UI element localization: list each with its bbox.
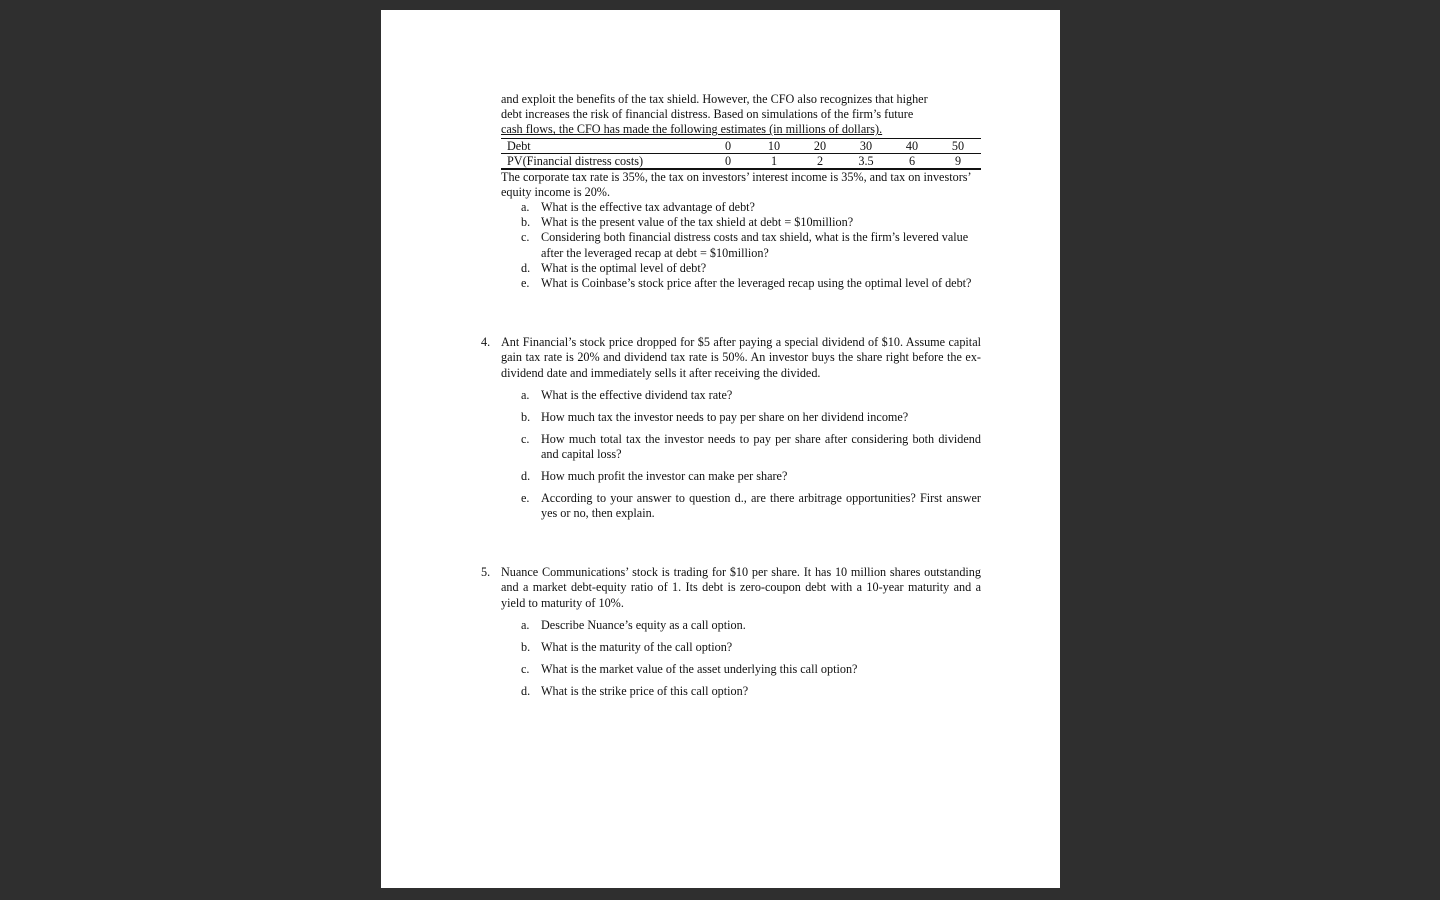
- item-label: a.: [521, 200, 530, 215]
- intro-line-3: cash flows, the CFO has made the following estimates (in millions of dollars).: [501, 122, 883, 137]
- item-label: e.: [521, 276, 530, 291]
- item-label: a.: [521, 617, 530, 632]
- item-text: Describe Nuance’s equity as a call option.: [541, 617, 746, 632]
- intro-line-1: and exploit the benefits of the tax shield. However, the CFO also recognizes that higher: [501, 92, 928, 106]
- list-item: [501, 469, 981, 484]
- table-cell: 20: [797, 138, 843, 153]
- table-cell: 30: [843, 138, 889, 153]
- page-content: [481, 92, 981, 699]
- table-cell: 3.5: [858, 153, 874, 168]
- item-text: How much total tax the investor needs to pay per share after considering both dividend and capital loss?: [541, 431, 981, 461]
- table-cell: 0: [724, 153, 732, 168]
- item-label: b.: [521, 215, 531, 230]
- list-item: [501, 261, 981, 276]
- document-page: [381, 10, 1060, 888]
- list-item: [501, 230, 981, 260]
- table-cell: 50: [935, 138, 981, 153]
- list-item: [501, 432, 981, 462]
- list-item: [501, 215, 981, 230]
- item-text: What is the market value of the asset underlying this call option?: [541, 661, 858, 676]
- estimates-table: [501, 138, 981, 170]
- item-label: a.: [521, 387, 530, 402]
- table-cell: 9: [954, 153, 962, 168]
- item-text: How much profit the investor can make per share?: [541, 468, 788, 483]
- table-cell: 40: [889, 138, 935, 153]
- question-number: 4.: [481, 335, 491, 350]
- item-text: According to your answer to question d., are there arbitrage opportunities? First answer yes or no, then explain.: [541, 490, 981, 521]
- table-cell: 1: [770, 153, 778, 168]
- table-row-debt: [501, 138, 981, 153]
- question-5: [481, 565, 981, 699]
- list-item: [501, 618, 981, 633]
- item-label: c.: [521, 661, 530, 676]
- item-text: How much tax the investor needs to pay per share on her dividend income?: [541, 409, 909, 424]
- item-label: c.: [521, 230, 530, 245]
- table-row-label: PV(Financial distress costs): [507, 153, 644, 168]
- list-item: [501, 684, 981, 699]
- table-row-distress-costs: [501, 153, 981, 169]
- item-label: c.: [521, 431, 530, 446]
- item-text: What is the present value of the tax shield at debt = $10million?: [541, 215, 854, 230]
- item-text: What is the maturity of the call option?: [541, 639, 733, 654]
- table-row-label: Debt: [501, 138, 705, 153]
- list-item: [501, 491, 981, 521]
- question-number: 5.: [481, 565, 491, 580]
- item-label: d.: [521, 683, 531, 698]
- list-item: [501, 410, 981, 425]
- list-item: [501, 640, 981, 655]
- table-cell: 6: [908, 153, 916, 168]
- item-text: What is Coinbase’s stock price after the leveraged recap using the optimal level of debt?: [541, 276, 972, 291]
- item-label: e.: [521, 490, 530, 505]
- q4-subquestions: [501, 388, 981, 522]
- item-label: b.: [521, 639, 531, 654]
- table-cell: 10: [751, 138, 797, 153]
- item-text: What is the strike price of this call option?: [541, 683, 749, 698]
- table-cell: 0: [705, 138, 751, 153]
- q3-after-table-text: The corporate tax rate is 35%, the tax on investors’ interest income is 35%, and tax on investors’ equity income is 20%.: [501, 169, 971, 199]
- item-text: What is the effective tax advantage of debt?: [541, 200, 755, 215]
- item-label: b.: [521, 409, 531, 424]
- q3-subquestions: [501, 200, 981, 291]
- item-label: d.: [521, 468, 531, 483]
- question-stem: Nuance Communications’ stock is trading for $10 per share. It has 10 million shares outstanding and a market debt-equity ratio of 1. Its debt is zero-coupon debt with a 10-year maturity and a yield to maturity of 10%.: [501, 565, 981, 610]
- item-label: d.: [521, 260, 531, 275]
- question-4: [481, 335, 981, 521]
- list-item: [501, 200, 981, 215]
- item-text: Considering both financial distress costs and tax shield, what is the firm’s levered value after the leveraged recap at debt = $10million?: [541, 230, 969, 260]
- question-stem: Ant Financial’s stock price dropped for $5 after paying a special dividend of $10. Assume capital gain tax rate is 20% and dividend tax rate is 50%. An investor buys the share right before the ex-dividend date and immediately sells it after receiving the divided.: [501, 335, 981, 380]
- intro-paragraph: [501, 92, 981, 138]
- item-text: What is the optimal level of debt?: [541, 260, 707, 275]
- item-text: What is the effective dividend tax rate?: [541, 387, 733, 402]
- table-cell: 2: [816, 153, 824, 168]
- list-item: [501, 276, 981, 291]
- list-item: [501, 662, 981, 677]
- list-item: [501, 388, 981, 403]
- intro-line-2: debt increases the risk of financial distress. Based on simulations of the firm’s future: [501, 107, 914, 122]
- q5-subquestions: [501, 618, 981, 699]
